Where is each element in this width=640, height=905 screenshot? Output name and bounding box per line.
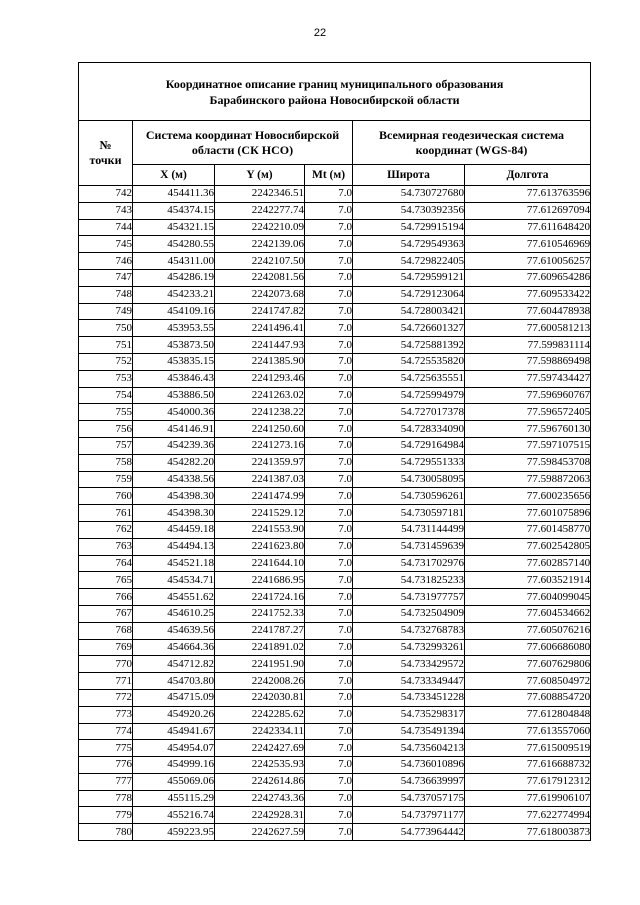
y-cell: 2241752.33 xyxy=(215,605,305,622)
y-cell: 2242210.09 xyxy=(215,219,305,236)
y-cell: 2241787.27 xyxy=(215,622,305,639)
table-row xyxy=(79,505,591,522)
point-number-cell: 749 xyxy=(79,303,133,320)
table-row xyxy=(79,790,591,807)
latitude-cell: 54.731825233 xyxy=(353,572,465,589)
point-number-cell: 751 xyxy=(79,337,133,354)
x-cell: 453953.55 xyxy=(133,320,215,337)
y-cell: 2242008.26 xyxy=(215,673,305,690)
mt-cell: 7.0 xyxy=(305,353,353,370)
point-number-cell: 766 xyxy=(79,589,133,606)
y-cell: 2242928.31 xyxy=(215,807,305,824)
table-row xyxy=(79,622,591,639)
point-number-cell: 777 xyxy=(79,773,133,790)
latitude-cell: 54.732504909 xyxy=(353,605,465,622)
longitude-cell: 77.604534662 xyxy=(465,605,591,622)
x-column-header: X (м) xyxy=(133,165,215,186)
x-cell: 453886.50 xyxy=(133,387,215,404)
mt-cell: 7.0 xyxy=(305,236,353,253)
point-number-cell: 748 xyxy=(79,286,133,303)
longitude-cell: 77.612804848 xyxy=(465,706,591,723)
mt-cell: 7.0 xyxy=(305,689,353,706)
mt-cell: 7.0 xyxy=(305,337,353,354)
table-row xyxy=(79,286,591,303)
mt-cell: 7.0 xyxy=(305,605,353,622)
mt-cell: 7.0 xyxy=(305,253,353,270)
x-cell: 459223.95 xyxy=(133,824,215,841)
x-cell: 454521.18 xyxy=(133,555,215,572)
mt-cell: 7.0 xyxy=(305,454,353,471)
latitude-cell: 54.730596261 xyxy=(353,488,465,505)
longitude-cell: 77.606686080 xyxy=(465,639,591,656)
x-cell: 454551.62 xyxy=(133,589,215,606)
x-cell: 454715.09 xyxy=(133,689,215,706)
mt-cell: 7.0 xyxy=(305,269,353,286)
nso-system-header: Система координат Новосибирской области (СК НСО) xyxy=(133,121,353,165)
table-row xyxy=(79,555,591,572)
longitude-cell: 77.610056257 xyxy=(465,253,591,270)
mt-cell: 7.0 xyxy=(305,807,353,824)
longitude-cell: 77.613557060 xyxy=(465,723,591,740)
latitude-cell: 54.731459639 xyxy=(353,538,465,555)
point-number-cell: 769 xyxy=(79,639,133,656)
mt-cell: 7.0 xyxy=(305,219,353,236)
table-row xyxy=(79,353,591,370)
x-cell: 454411.36 xyxy=(133,186,215,203)
longitude-cell: 77.602542805 xyxy=(465,538,591,555)
point-number-cell: 752 xyxy=(79,353,133,370)
x-cell: 454000.36 xyxy=(133,404,215,421)
point-number-label: точки xyxy=(89,153,122,167)
point-number-cell: 773 xyxy=(79,706,133,723)
point-number-cell: 761 xyxy=(79,505,133,522)
mt-cell: 7.0 xyxy=(305,656,353,673)
longitude-column-header: Долгота xyxy=(465,165,591,186)
point-number-cell: 765 xyxy=(79,572,133,589)
y-cell: 2241359.97 xyxy=(215,454,305,471)
table-row xyxy=(79,538,591,555)
table-row xyxy=(79,589,591,606)
y-cell: 2241951.90 xyxy=(215,656,305,673)
point-number-cell: 758 xyxy=(79,454,133,471)
y-cell: 2242334.11 xyxy=(215,723,305,740)
longitude-cell: 77.622774994 xyxy=(465,807,591,824)
table-row xyxy=(79,656,591,673)
latitude-cell: 54.729822405 xyxy=(353,253,465,270)
latitude-cell: 54.729123064 xyxy=(353,286,465,303)
y-cell: 2242535.93 xyxy=(215,757,305,774)
latitude-cell: 54.725994979 xyxy=(353,387,465,404)
mt-cell: 7.0 xyxy=(305,589,353,606)
y-cell: 2241529.12 xyxy=(215,505,305,522)
point-number-cell: 779 xyxy=(79,807,133,824)
x-cell: 453835.15 xyxy=(133,353,215,370)
table-row xyxy=(79,605,591,622)
x-cell: 454286.19 xyxy=(133,269,215,286)
mt-column-header: Mt (м) xyxy=(305,165,353,186)
y-cell: 2241474.99 xyxy=(215,488,305,505)
mt-cell: 7.0 xyxy=(305,421,353,438)
mt-cell: 7.0 xyxy=(305,505,353,522)
longitude-cell: 77.598453708 xyxy=(465,454,591,471)
y-cell: 2242277.74 xyxy=(215,202,305,219)
table-row xyxy=(79,454,591,471)
latitude-cell: 54.735298317 xyxy=(353,706,465,723)
longitude-cell: 77.601458770 xyxy=(465,521,591,538)
mt-cell: 7.0 xyxy=(305,673,353,690)
y-cell: 2242139.06 xyxy=(215,236,305,253)
y-cell: 2241496.41 xyxy=(215,320,305,337)
point-number-cell: 775 xyxy=(79,740,133,757)
latitude-cell: 54.737057175 xyxy=(353,790,465,807)
mt-cell: 7.0 xyxy=(305,186,353,203)
y-cell: 2241263.02 xyxy=(215,387,305,404)
point-number-cell: 754 xyxy=(79,387,133,404)
longitude-cell: 77.615009519 xyxy=(465,740,591,757)
table-row xyxy=(79,253,591,270)
table-row xyxy=(79,320,591,337)
table-row xyxy=(79,186,591,203)
point-number-cell: 747 xyxy=(79,269,133,286)
x-cell: 454398.30 xyxy=(133,505,215,522)
x-cell: 455115.29 xyxy=(133,790,215,807)
point-number-cell: 780 xyxy=(79,824,133,841)
x-cell: 454920.26 xyxy=(133,706,215,723)
latitude-cell: 54.728003421 xyxy=(353,303,465,320)
latitude-cell: 54.725635551 xyxy=(353,370,465,387)
y-cell: 2242030.81 xyxy=(215,689,305,706)
latitude-cell: 54.737971177 xyxy=(353,807,465,824)
longitude-cell: 77.604099045 xyxy=(465,589,591,606)
x-cell: 454999.16 xyxy=(133,757,215,774)
point-number-symbol: № xyxy=(99,138,112,152)
latitude-cell: 54.725881392 xyxy=(353,337,465,354)
latitude-cell: 54.726601327 xyxy=(353,320,465,337)
x-cell: 454398.30 xyxy=(133,488,215,505)
mt-cell: 7.0 xyxy=(305,202,353,219)
mt-cell: 7.0 xyxy=(305,303,353,320)
mt-cell: 7.0 xyxy=(305,370,353,387)
latitude-cell: 54.730058095 xyxy=(353,471,465,488)
longitude-cell: 77.609533422 xyxy=(465,286,591,303)
x-cell: 454712.82 xyxy=(133,656,215,673)
longitude-cell: 77.617912312 xyxy=(465,773,591,790)
mt-cell: 7.0 xyxy=(305,757,353,774)
y-cell: 2241385.90 xyxy=(215,353,305,370)
table-row xyxy=(79,639,591,656)
table-row xyxy=(79,521,591,538)
x-cell: 454610.25 xyxy=(133,605,215,622)
y-cell: 2242614.86 xyxy=(215,773,305,790)
y-cell: 2241686.95 xyxy=(215,572,305,589)
y-cell: 2242285.62 xyxy=(215,706,305,723)
x-cell: 454338.56 xyxy=(133,471,215,488)
latitude-cell: 54.727017378 xyxy=(353,404,465,421)
point-number-cell: 768 xyxy=(79,622,133,639)
latitude-cell: 54.735491394 xyxy=(353,723,465,740)
longitude-cell: 77.619906107 xyxy=(465,790,591,807)
table-row xyxy=(79,773,591,790)
longitude-cell: 77.609654286 xyxy=(465,269,591,286)
y-cell: 2242743.36 xyxy=(215,790,305,807)
latitude-cell: 54.729549363 xyxy=(353,236,465,253)
longitude-cell: 77.607629806 xyxy=(465,656,591,673)
longitude-cell: 77.616688732 xyxy=(465,757,591,774)
x-cell: 454639.56 xyxy=(133,622,215,639)
table-title-line1: Координатное описание границ муниципального образования xyxy=(165,76,504,91)
point-number-cell: 750 xyxy=(79,320,133,337)
longitude-cell: 77.618003873 xyxy=(465,824,591,841)
longitude-cell: 77.603521914 xyxy=(465,572,591,589)
point-number-cell: 771 xyxy=(79,673,133,690)
mt-cell: 7.0 xyxy=(305,471,353,488)
table-row xyxy=(79,824,591,841)
x-cell: 454321.15 xyxy=(133,219,215,236)
mt-cell: 7.0 xyxy=(305,572,353,589)
table-row xyxy=(79,572,591,589)
longitude-cell: 77.608504972 xyxy=(465,673,591,690)
y-cell: 2241724.16 xyxy=(215,589,305,606)
latitude-cell: 54.729915194 xyxy=(353,219,465,236)
longitude-cell: 77.605076216 xyxy=(465,622,591,639)
table-row xyxy=(79,689,591,706)
y-cell: 2241293.46 xyxy=(215,370,305,387)
y-cell: 2241747.82 xyxy=(215,303,305,320)
table-row xyxy=(79,673,591,690)
latitude-cell: 54.731977757 xyxy=(353,589,465,606)
x-cell: 453846.43 xyxy=(133,370,215,387)
table-row xyxy=(79,723,591,740)
mt-cell: 7.0 xyxy=(305,387,353,404)
x-cell: 454664.36 xyxy=(133,639,215,656)
point-number-cell: 770 xyxy=(79,656,133,673)
table-row xyxy=(79,404,591,421)
latitude-cell: 54.735604213 xyxy=(353,740,465,757)
table-row xyxy=(79,269,591,286)
y-cell: 2241623.80 xyxy=(215,538,305,555)
latitude-cell: 54.731702976 xyxy=(353,555,465,572)
table-row xyxy=(79,387,591,404)
longitude-cell: 77.598872063 xyxy=(465,471,591,488)
y-cell: 2242346.51 xyxy=(215,186,305,203)
latitude-cell: 54.732768783 xyxy=(353,622,465,639)
mt-cell: 7.0 xyxy=(305,521,353,538)
table-row xyxy=(79,337,591,354)
longitude-cell: 77.612697094 xyxy=(465,202,591,219)
latitude-cell: 54.729599121 xyxy=(353,269,465,286)
latitude-cell: 54.733451228 xyxy=(353,689,465,706)
longitude-cell: 77.596572405 xyxy=(465,404,591,421)
mt-cell: 7.0 xyxy=(305,320,353,337)
point-number-cell: 778 xyxy=(79,790,133,807)
x-cell: 454374.15 xyxy=(133,202,215,219)
table-row xyxy=(79,421,591,438)
table-row xyxy=(79,488,591,505)
wgs84-system-header: Всемирная геодезическая система координат (WGS-84) xyxy=(353,121,591,165)
x-cell: 454109.16 xyxy=(133,303,215,320)
y-column-header: Y (м) xyxy=(215,165,305,186)
table-row xyxy=(79,303,591,320)
x-cell: 455069.06 xyxy=(133,773,215,790)
longitude-cell: 77.596960767 xyxy=(465,387,591,404)
x-cell: 454233.21 xyxy=(133,286,215,303)
longitude-cell: 77.604478938 xyxy=(465,303,591,320)
point-number-cell: 742 xyxy=(79,186,133,203)
latitude-cell: 54.773964442 xyxy=(353,824,465,841)
mt-cell: 7.0 xyxy=(305,622,353,639)
longitude-cell: 77.611648420 xyxy=(465,219,591,236)
point-number-cell: 764 xyxy=(79,555,133,572)
longitude-cell: 77.599831114 xyxy=(465,337,591,354)
point-number-cell: 744 xyxy=(79,219,133,236)
latitude-cell: 54.730392356 xyxy=(353,202,465,219)
y-cell: 2242073.68 xyxy=(215,286,305,303)
longitude-cell: 77.600581213 xyxy=(465,320,591,337)
longitude-cell: 77.602857140 xyxy=(465,555,591,572)
latitude-cell: 54.728334090 xyxy=(353,421,465,438)
point-number-cell: 760 xyxy=(79,488,133,505)
point-number-cell: 776 xyxy=(79,757,133,774)
point-number-cell: 743 xyxy=(79,202,133,219)
table-row xyxy=(79,706,591,723)
latitude-cell: 54.730597181 xyxy=(353,505,465,522)
longitude-cell: 77.597434427 xyxy=(465,370,591,387)
x-cell: 454941.67 xyxy=(133,723,215,740)
table-row xyxy=(79,202,591,219)
mt-cell: 7.0 xyxy=(305,773,353,790)
point-number-cell: 763 xyxy=(79,538,133,555)
point-number-cell: 756 xyxy=(79,421,133,438)
x-cell: 454459.18 xyxy=(133,521,215,538)
mt-cell: 7.0 xyxy=(305,824,353,841)
y-cell: 2242627.59 xyxy=(215,824,305,841)
table-title-line2: Барабинского района Новосибирской области xyxy=(209,92,460,107)
latitude-cell: 54.729164984 xyxy=(353,437,465,454)
point-number-cell: 762 xyxy=(79,521,133,538)
mt-cell: 7.0 xyxy=(305,404,353,421)
longitude-cell: 77.608854720 xyxy=(465,689,591,706)
table-row xyxy=(79,437,591,454)
x-cell: 454282.20 xyxy=(133,454,215,471)
table-row xyxy=(79,757,591,774)
longitude-cell: 77.597107515 xyxy=(465,437,591,454)
x-cell: 453873.50 xyxy=(133,337,215,354)
table-title xyxy=(79,63,591,121)
latitude-cell: 54.731144499 xyxy=(353,521,465,538)
latitude-cell: 54.733349447 xyxy=(353,673,465,690)
latitude-cell: 54.736639997 xyxy=(353,773,465,790)
y-cell: 2241273.16 xyxy=(215,437,305,454)
mt-cell: 7.0 xyxy=(305,706,353,723)
mt-cell: 7.0 xyxy=(305,286,353,303)
longitude-cell: 77.596760130 xyxy=(465,421,591,438)
mt-cell: 7.0 xyxy=(305,555,353,572)
longitude-cell: 77.610546969 xyxy=(465,236,591,253)
point-number-cell: 772 xyxy=(79,689,133,706)
mt-cell: 7.0 xyxy=(305,488,353,505)
table-row xyxy=(79,740,591,757)
x-cell: 454954.07 xyxy=(133,740,215,757)
latitude-cell: 54.730727680 xyxy=(353,186,465,203)
x-cell: 454311.00 xyxy=(133,253,215,270)
table-row xyxy=(79,807,591,824)
point-number-cell: 753 xyxy=(79,370,133,387)
x-cell: 454146.91 xyxy=(133,421,215,438)
y-cell: 2241250.60 xyxy=(215,421,305,438)
mt-cell: 7.0 xyxy=(305,790,353,807)
point-number-cell: 757 xyxy=(79,437,133,454)
y-cell: 2241644.10 xyxy=(215,555,305,572)
latitude-column-header: Широта xyxy=(353,165,465,186)
mt-cell: 7.0 xyxy=(305,538,353,555)
longitude-cell: 77.613763596 xyxy=(465,186,591,203)
y-cell: 2242081.56 xyxy=(215,269,305,286)
mt-cell: 7.0 xyxy=(305,723,353,740)
x-cell: 455216.74 xyxy=(133,807,215,824)
longitude-cell: 77.598869498 xyxy=(465,353,591,370)
point-number-cell: 759 xyxy=(79,471,133,488)
y-cell: 2242427.69 xyxy=(215,740,305,757)
longitude-cell: 77.601075896 xyxy=(465,505,591,522)
table-row xyxy=(79,236,591,253)
point-number-cell: 746 xyxy=(79,253,133,270)
longitude-cell: 77.600235656 xyxy=(465,488,591,505)
coordinates-table xyxy=(78,62,591,841)
latitude-cell: 54.725535820 xyxy=(353,353,465,370)
latitude-cell: 54.736010896 xyxy=(353,757,465,774)
latitude-cell: 54.732993261 xyxy=(353,639,465,656)
x-cell: 454703.80 xyxy=(133,673,215,690)
mt-cell: 7.0 xyxy=(305,740,353,757)
y-cell: 2241447.93 xyxy=(215,337,305,354)
x-cell: 454494.13 xyxy=(133,538,215,555)
y-cell: 2241553.90 xyxy=(215,521,305,538)
latitude-cell: 54.733429572 xyxy=(353,656,465,673)
y-cell: 2241891.02 xyxy=(215,639,305,656)
page-number: 22 xyxy=(313,27,327,39)
point-number-header xyxy=(79,121,133,186)
point-number-cell: 774 xyxy=(79,723,133,740)
x-cell: 454239.36 xyxy=(133,437,215,454)
x-cell: 454534.71 xyxy=(133,572,215,589)
y-cell: 2241387.03 xyxy=(215,471,305,488)
point-number-cell: 755 xyxy=(79,404,133,421)
table-row xyxy=(79,471,591,488)
latitude-cell: 54.729551333 xyxy=(353,454,465,471)
point-number-cell: 745 xyxy=(79,236,133,253)
x-cell: 454280.55 xyxy=(133,236,215,253)
mt-cell: 7.0 xyxy=(305,639,353,656)
table-row xyxy=(79,370,591,387)
y-cell: 2241238.22 xyxy=(215,404,305,421)
mt-cell: 7.0 xyxy=(305,437,353,454)
table-row xyxy=(79,219,591,236)
point-number-cell: 767 xyxy=(79,605,133,622)
y-cell: 2242107.50 xyxy=(215,253,305,270)
